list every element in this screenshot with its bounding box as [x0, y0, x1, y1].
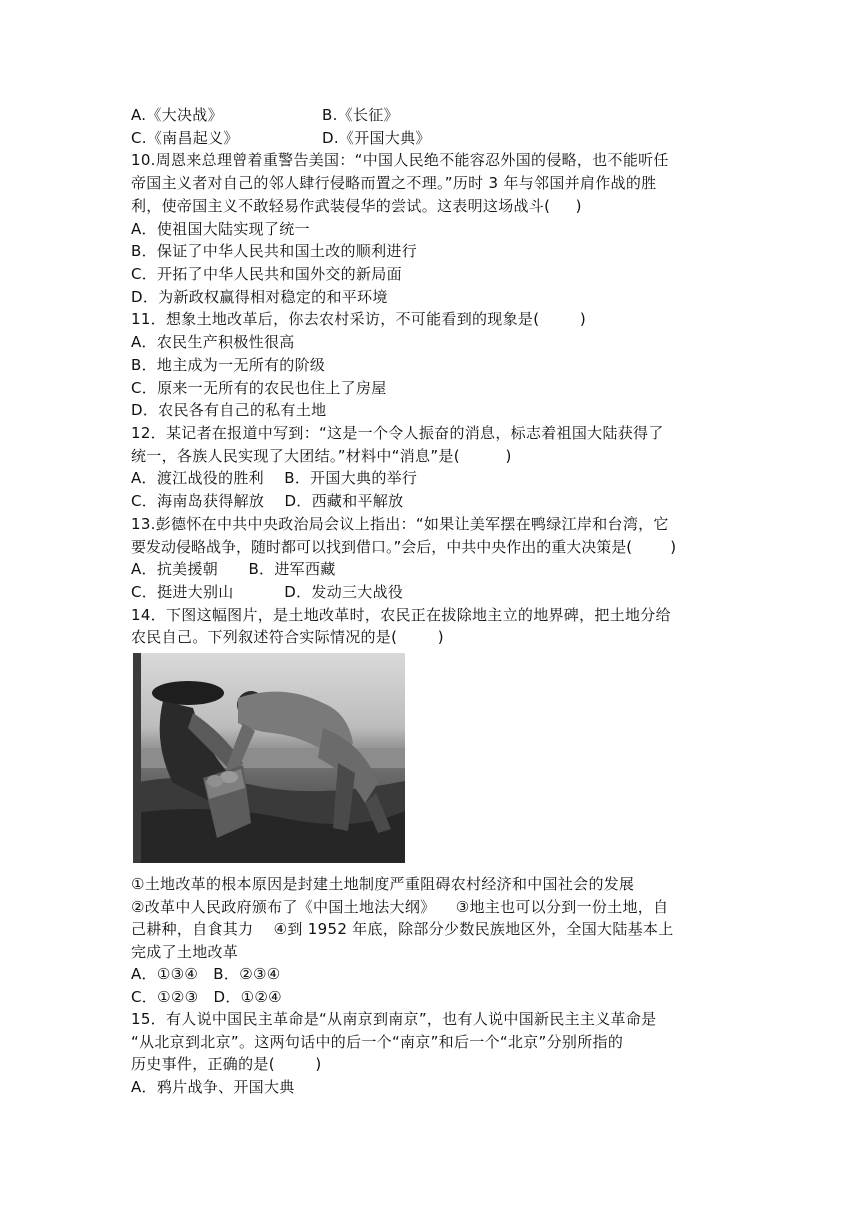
q10-option-c: C．开拓了中华人民共和国外交的新局面: [131, 265, 402, 283]
q10-stem-line-1: 10.周恩来总理曾着重警告美国：“中国人民绝不能容忍外国的侵略，也不能听任: [131, 151, 669, 169]
q11-option-a: A．农民生产积极性很高: [131, 333, 295, 351]
q15-option-a: A．鸦片战争、开国大典: [131, 1078, 295, 1096]
q14-statement-1: ①土地改革的根本原因是封建土地制度严重阻碍农村经济和中国社会的发展: [131, 875, 635, 893]
q14-options-ab: A．①③④ B．②③④: [131, 965, 281, 983]
q15-stem-line-3: 历史事件，正确的是( ): [131, 1055, 322, 1073]
q10-stem-line-3: 利，使帝国主义不敢轻易作武装侵华的尝试。这表明这场战斗( ): [131, 197, 582, 215]
q15-stem-line-1: 15．有人说中国民主革命是“从南京到南京”，也有人说中国新民主主义革命是: [131, 1010, 657, 1028]
q11-option-c: C．原来一无所有的农民也住上了房屋: [131, 379, 387, 397]
q14-stem-line-2: 农民自己。下列叙述符合实际情况的是( ): [131, 628, 444, 646]
q9-option-d: D.《开国大典》: [322, 129, 431, 147]
q12-stem-line-1: 12．某记者在报道中写到：“这是一个令人振奋的消息，标志着祖国大陆获得了: [131, 424, 664, 442]
q14-stem-line-1: 14．下图这幅图片，是土地改革时，农民正在拔除地主立的地界碑，把土地分给: [131, 606, 671, 624]
q15-stem-line-2: “从北京到北京”。这两句话中的后一个“南京”和后一个“北京”分别所指的: [131, 1033, 624, 1051]
q12-stem-line-2: 统一，各族人民实现了大团结。”材料中“消息”是( ): [131, 447, 512, 465]
q11-option-d: D．农民各有自己的私有土地: [131, 401, 327, 419]
q14-options-cd: C．①②③ D．①②④: [131, 988, 282, 1006]
q13-stem-line-1: 13.彭德怀在中共中央政治局会议上指出：“如果让美军摆在鸭绿江岸和台湾，它: [131, 515, 669, 533]
q9-option-a: A.《大决战》: [131, 106, 223, 124]
q13-options-cd: C．挺进大别山 D．发动三大战役: [131, 583, 404, 601]
q10-option-d: D．为新政权赢得相对稳定的和平环境: [131, 288, 388, 306]
q11-stem: 11．想象土地改革后，你去农村采访，不可能看到的现象是( ): [131, 310, 587, 328]
q12-options-cd: C．海南岛获得解放 D．西藏和平解放: [131, 492, 404, 510]
q9-option-c: C.《南昌起义》: [131, 129, 239, 147]
q14-statement-4: 完成了土地改革: [131, 943, 239, 961]
q12-options-ab: A．渡江战役的胜利 B．开国大典的举行: [131, 469, 418, 487]
q13-stem-line-2: 要发动侵略战争，随时都可以找到借口。”会后，中共中央作出的重大决策是( ): [131, 538, 677, 556]
q10-option-a: A．使祖国大陆实现了统一: [131, 220, 310, 238]
q11-option-b: B．地主成为一无所有的阶级: [131, 356, 326, 374]
q14-statement-2: ②改革中人民政府颁布了《中国土地法大纲》 ③地主也可以分到一份土地，自: [131, 898, 669, 916]
q14-statement-3: 己耕种，自食其力 ④到 1952 年底，除部分少数民族地区外，全国大陆基本上: [131, 920, 674, 938]
land-reform-photo: [133, 653, 405, 863]
q9-option-b: B.《长征》: [322, 106, 399, 124]
q10-stem-line-2: 帝国主义者对自己的邻人肆行侵略而置之不理。”历时 3 年与邻国并肩作战的胜: [131, 174, 657, 192]
q13-options-ab: A．抗美援朝 B．进军西藏: [131, 560, 336, 578]
q10-option-b: B．保证了中华人民共和国土改的顺利进行: [131, 242, 417, 260]
